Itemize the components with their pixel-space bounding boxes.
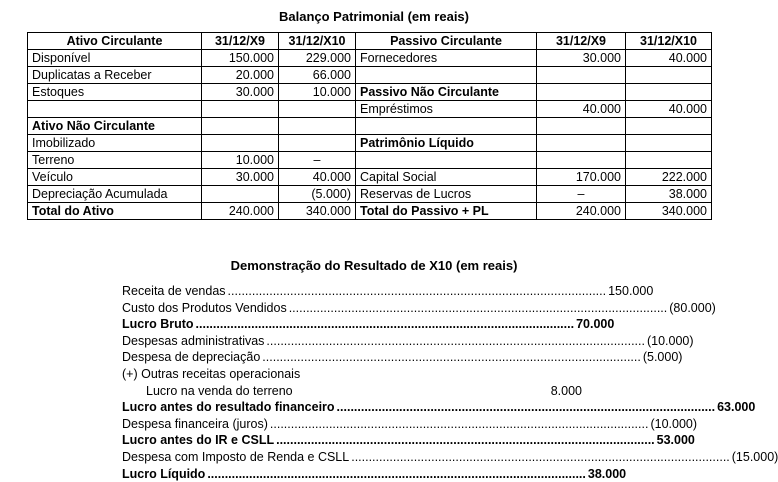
statement-row [122,300,716,317]
statement-row [122,383,592,400]
statement-value: 8.000 [550,383,582,398]
liability-value-x10 [626,67,712,84]
asset-value-x10: 229.000 [279,50,356,67]
statement-label: Despesa com Imposto de Renda e CSLL [122,449,350,464]
asset-value-x10: 66.000 [279,67,356,84]
header-ativo-circulante: Ativo Circulante [28,33,202,50]
dot-leader: ............................................................................................................. [227,284,607,298]
dot-leader: ............................................................................................................. [336,400,716,415]
header-date-x10-liabilities: 31/12/X10 [626,33,712,50]
liability-value-x9 [537,118,626,135]
dot-leader: ............................................................................................................. [266,333,645,348]
header-date-x10-assets: 31/12/X10 [279,33,356,50]
balance-sheet-title: Balanço Patrimonial (em reais) [278,9,469,24]
statement-label: Lucro Bruto [122,317,194,332]
liability-label [356,67,537,84]
header-date-x9-liabilities: 31/12/X9 [537,33,626,50]
liability-label: Fornecedores [356,50,537,67]
asset-label: Estoques [28,84,202,101]
liability-value-x10 [626,118,712,135]
asset-label: Depreciação Acumulada [28,186,202,203]
statement-value: (80.000) [669,300,716,315]
liability-value-x10 [626,152,712,169]
dot-leader: ............................................................................................................. [288,300,668,315]
total-assets-x10: 340.000 [279,203,356,220]
asset-value-x9 [202,101,279,118]
statement-value: 70.000 [576,317,615,332]
liability-section-heading: Patrimônio Líquido [356,135,537,152]
statement-value: (10.000) [650,416,698,431]
dot-leader: ............................................................................................................. [276,433,655,448]
statement-label: Custo dos Produtos Vendidos [122,300,287,315]
statement-value: (10.000) [646,333,694,348]
statement-value: 150.000 [608,284,654,298]
asset-value-x9 [202,118,279,135]
asset-value-x10: 40.000 [279,169,356,186]
dot-leader: ............................................................................................................. [269,416,649,431]
dot-leader: ............................................................................................................. [262,350,641,365]
liability-value-x9 [537,135,626,152]
asset-value-x10: (5.000) [279,186,356,203]
liability-label [356,118,537,135]
table-row [28,101,712,118]
statement-label: Despesa de depreciação [122,350,261,365]
statement-label: Despesas administrativas [122,333,265,348]
statement-value: (15.000) [731,449,778,464]
asset-value-x10: 10.000 [279,84,356,101]
liability-section-heading: Passivo Não Circulante [356,84,537,101]
asset-value-x9: 30.000 [202,84,279,101]
asset-label: Disponível [28,50,202,67]
asset-label: Duplicatas a Receber [28,67,202,84]
liability-value-x10: 40.000 [626,101,712,118]
asset-label: Imobilizado [28,135,202,152]
liability-value-x10: 222.000 [626,169,712,186]
statement-label: Lucro antes do resultado financeiro [122,400,335,415]
asset-label: Veículo [28,169,202,186]
asset-label: Terreno [28,152,202,169]
asset-value-x9: 150.000 [202,50,279,67]
liability-value-x9: 40.000 [537,101,626,118]
asset-value-x9 [202,135,279,152]
table-row [28,186,712,203]
liability-value-x9: – [537,186,626,203]
statement-row [122,283,654,300]
total-liabilities-label: Total do Passivo + PL [356,203,537,220]
liability-value-x9 [537,67,626,84]
liability-label: Capital Social [356,169,537,186]
table-row [28,152,712,169]
statement-value: 38.000 [587,466,627,481]
total-assets-label: Total do Ativo [28,203,202,220]
header-passivo-circulante: Passivo Circulante [356,33,537,50]
asset-value-x9: 30.000 [202,169,279,186]
statement-label: (+) Outras receitas operacionais [122,366,301,381]
asset-value-x10 [279,135,356,152]
asset-value-x10 [279,101,356,118]
liability-value-x9 [537,84,626,101]
dot-leader: ............................................................................................................. [195,317,575,332]
liability-value-x10 [626,84,712,101]
table-total-row [28,203,712,220]
statement-row [122,349,683,366]
asset-value-x10 [279,118,356,135]
liability-value-x9: 30.000 [537,50,626,67]
asset-label [28,101,202,118]
liability-label [356,152,537,169]
table-header-row [28,33,712,50]
liability-value-x10 [626,135,712,152]
statement-row [122,449,778,466]
statement-label: Receita de vendas [122,284,226,298]
statement-value: 63.000 [717,400,756,415]
statement-value: (5.000) [642,350,683,365]
liability-label: Empréstimos [356,101,537,118]
total-liabilities-x9: 240.000 [537,203,626,220]
liability-value-x9 [537,152,626,169]
statement-row-net-income [122,466,627,482]
table-row [28,67,712,84]
asset-value-x9: 10.000 [202,152,279,169]
statement-label: Lucro na venda do terreno [146,383,293,398]
total-liabilities-x10: 340.000 [626,203,712,220]
statement-row [122,416,698,433]
total-assets-x9: 240.000 [202,203,279,220]
liability-value-x10: 40.000 [626,50,712,67]
asset-value-x9: 20.000 [202,67,279,84]
asset-section-heading: Ativo Não Circulante [28,118,202,135]
income-statement-title: Demonstração do Resultado de X10 (em reais) [230,258,518,273]
header-date-x9-assets: 31/12/X9 [202,33,279,50]
statement-value: 53.000 [656,433,695,448]
dot-leader: ............................................................................................................. [207,466,586,481]
statement-row-subtotal [122,316,615,333]
statement-label: Despesa financeira (juros) [122,416,268,431]
statement-row-subtotal [122,399,756,416]
table-row [28,118,712,135]
statement-row-subtotal [122,432,695,449]
income-statement [122,283,778,482]
statement-label: Lucro Líquido [122,466,206,481]
liability-value-x10: 38.000 [626,186,712,203]
statement-label: Lucro antes do IR e CSLL [122,433,275,448]
liability-label: Reservas de Lucros [356,186,537,203]
asset-value-x9 [202,186,279,203]
table-row [28,135,712,152]
table-row [28,84,712,101]
asset-value-x10: – [279,152,356,169]
statement-row [122,333,694,350]
balance-sheet-table [27,32,712,220]
dot-leader: ............................................................................................................. [351,449,730,464]
statement-row [122,366,592,383]
liability-value-x9: 170.000 [537,169,626,186]
table-row [28,50,712,67]
table-row [28,169,712,186]
